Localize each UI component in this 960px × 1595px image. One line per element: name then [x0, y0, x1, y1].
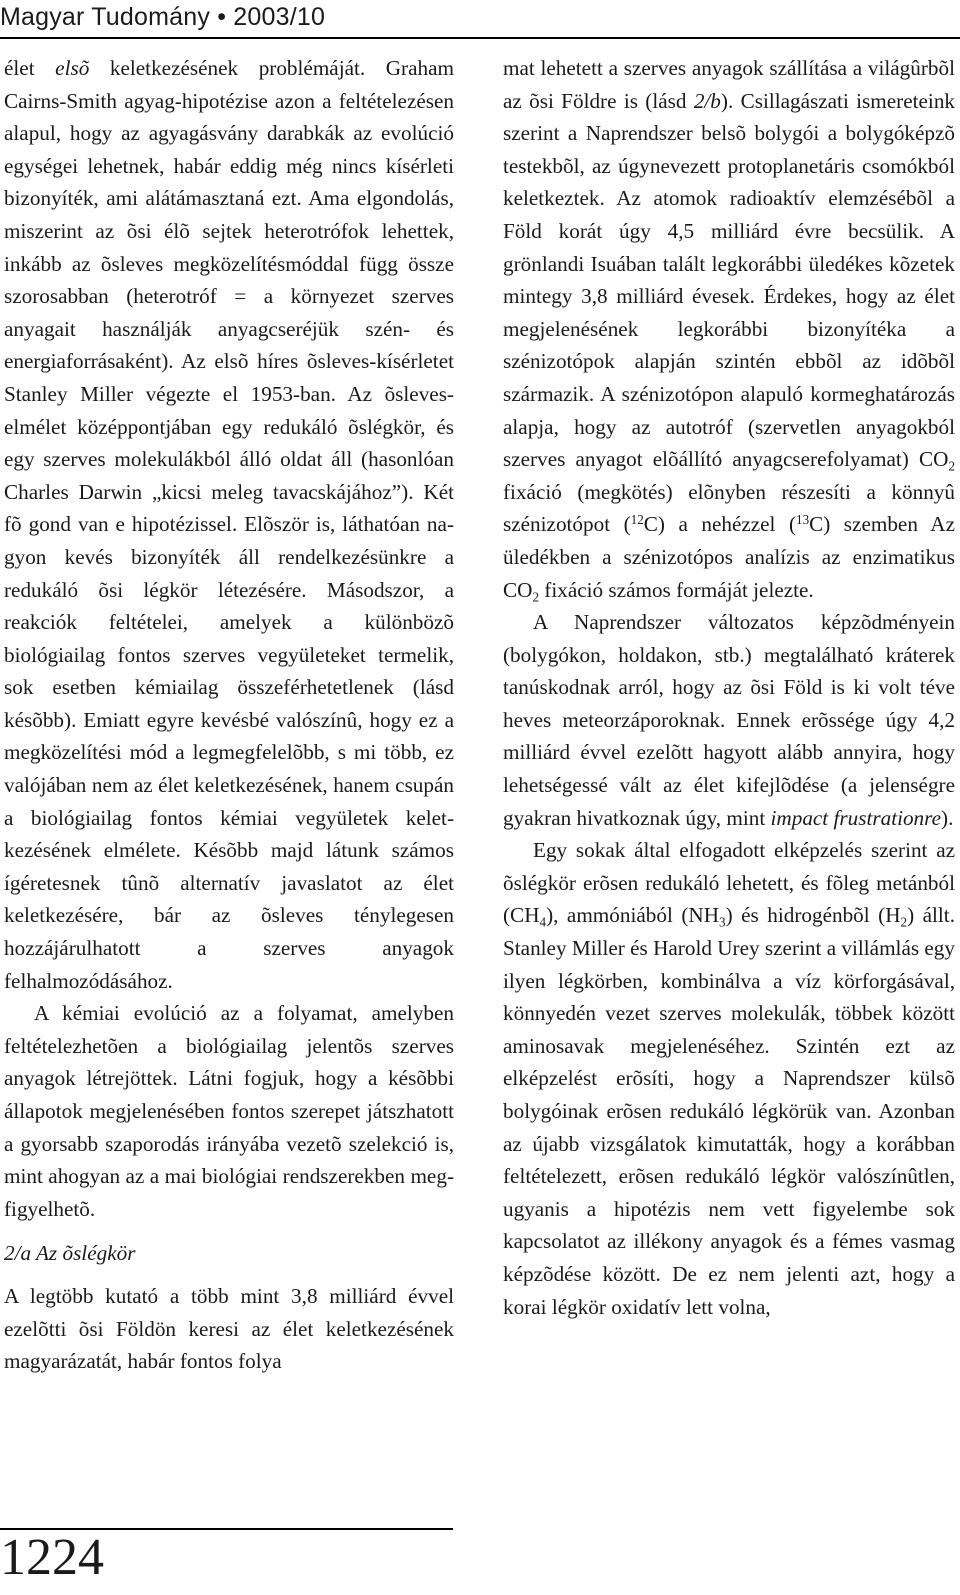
section-heading: 2/a Az õslégkör [4, 1241, 136, 1266]
paragraph: A legtöbb kutató a több mint 3,8 milliárd évvel ezelõtti õsi Földön keresi az élet keletkezésének magyarázatát, habár fontos folya [4, 1283, 454, 1374]
left-column [4, 52, 454, 1378]
right-column [503, 52, 955, 1323]
header-rule [0, 37, 960, 39]
paragraph: A Naprendszer változatos képzõdményein (bolygókon, holdakon, stb.) megtalálható kráterek tanúskodnak arról, hogy az õsi Föld is ki volt téve heves meteorzáporoknak. Ennek erõssége úgy 4,2 milliárd évvel ezelõtt hagyott alább annyira, hogy lehetségessé vált az élet kifejlõdése (a jelenségre gyakran hivatkoznak úgy, mint impact frustrationre). [503, 610, 955, 830]
paragraph: Egy sokak által elfogadott elképzelés szerint az õslégkör erõsen redukáló lehetett, és fõleg metánból $(CH_4)$, ammóniából $(NH_3)$ és hidrogénbõl $(H_2)$ állt. Stanley Miller és Harold Urey szerint a villámlás egy ilyen légkörben, kombinálva a víz körforgásával, könnyedén vezet szerves molekulák, többek között aminosavak megjelenéséhez. Szintén ezt az elképzelést erõsíti, hogy a Naprendszer külsõ bolygóinak erõsen redukáló légkörük van. Azonban az újabb vizsgálatok kimutatták, hogy a korábban feltételezett, erõsen redukáló légkör valószínûtlen, ugyanis a hipotézis nem vett figyelembe sok kapcsolatot az illékony anyagok és a fémes vasmag képzõdése között. De ez nem jelenti azt, hogy a korai légkör oxidatív lett volna, [503, 838, 955, 1319]
running-header [0, 0, 960, 42]
paragraph: mat lehetett a szerves anyagok szállítása a világûrbõl az õsi Földre is (lásd 2/b). Csillagászati ismereteink szerint a Naprendszer belsõ bolygói a bolygóképzõ testekbõl, az úgynevezett protoplanetáris csomókból keletkeztek. Az atomok radioaktív elemzésébõl a Föld korát úgy 4,5 milliárd évre becsülik. A grönlandi Isuában talált legkorábbi üledékes kõzetek mintegy 3,8 milliárd évesek. Érdekes, hogy az élet megjelenésének legkorábbi bizonyítéka a szénizotópok alapján szintén ebbõl az idõbõl származik. A szénizotópon alapuló kormeghatározás alapja, hogy az autotróf (szervetlen anyagokból szerves anyagot elõállító anyagcserefolyamat) $CO_2$ fixáció (megkötés) elõnyben részesíti a könnyû szénizotópot ($^{12}$C) a nehézzel ($^{13}$C) szemben Az üledékben a szénizotópos analízis az enzimatikus $CO_2$ fixáció számos formáját jelezte. [503, 56, 956, 605]
paragraph: A kémiai evolúció az a folyamat, amelyben feltételezhetõen a biológiailag jelentõs szerves anyagok létrejöttek. Látni fogjuk, hogy a késõbbi állapotok megjelenésében fontos szerepet játszhatott a gyorsabb szaporodás irányába vezetõ szelekció is, mint ahogyan az a mai biológiai rendszerekben megfigyelhetõ. [4, 1001, 454, 1221]
paragraph: élet elsõ keletkezésének problémáját. Graham Cairns-Smith agyag-hipotézise azon a feltételezésen alapul, hogy az agyagásvány darabkák az evolúció egységei lehetnek, habár eddig még nincs kísérleti bizonyíték, ami alátámasztaná ezt. Ama elgondolás, miszerint az õsi élõ sejtek heterotrófok lehettek, inkább az õsleves megközelítésmóddal függ össze szorosabban (heterotróf = a környezet szerves anyagait használják anyagcseréjük szén- és energiaforrásaként). Az elsõ híres õsleves-kísérletet Stanley Miller végezte el 1953-ban. Az õsleves-elmélet középpontjában egy redukáló õslégkör, és egy szerves molekulákból álló oldat áll (hasonlóan Charles Darwin „kicsi meleg tavacskájához”). Két fõ gond van e hipotézissel. Elõször is, láthatóan nagyon kevés bizonyíték áll rendelkezésünkre a redukáló õsi légkör létezésére. Másodszor, a reakciók feltételei, amelyek a különbözõ biológiailag fontos szerves vegyületeket termelik, sok esetben kémiailag összeférhetetlenek (lásd késõbb). Emiatt egyre kevésbé valószínû, hogy ez a megközelítési mód a legmegfelelõbb, s mi több, ez valójában nem az élet keletkezésének, hanem csupán a biológiailag fontos kémiai vegyületek keletkezésének elmélete. Késõbb majd látunk számos ígéretesnek tûnõ alternatív javaslatot az élet keletkezésére, bár az õsleves ténylegesen hozzájárulhatott a szerves anyagok felhalmozódásához. [4, 56, 454, 993]
journal-running-head: Magyar Tudomány • 2003/10 [0, 3, 326, 31]
page-number: 1224 [0, 1529, 104, 1586]
